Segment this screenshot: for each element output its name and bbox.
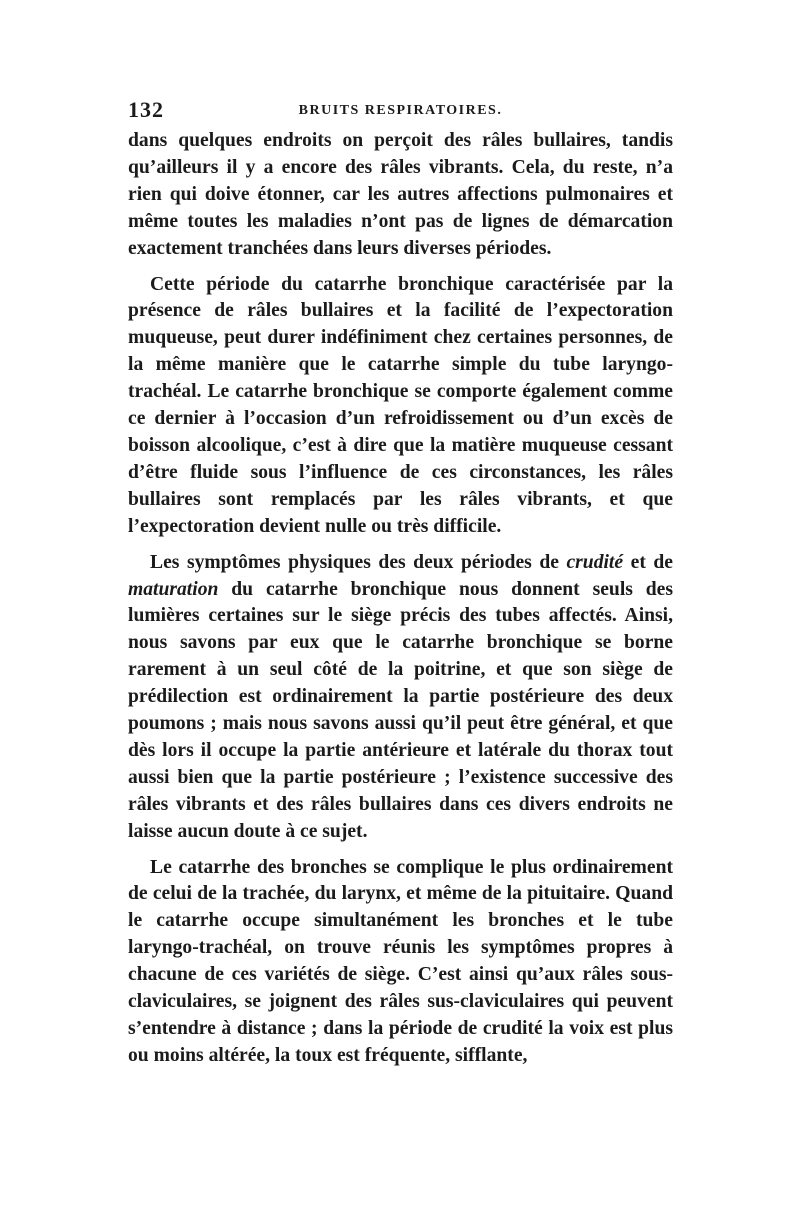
paragraph-2 xyxy=(128,272,673,541)
italic-term-crudite: crudité xyxy=(566,551,624,573)
running-head: BRUITS RESPIRATOIRES. xyxy=(298,103,503,118)
paragraph-3 xyxy=(128,550,673,846)
text-segment: Le catarrhe des bronches se complique le plus ordinairement de celui de la trachée, du larynx, et même de la pituitaire. Quand le catarrhe occupe simultanément les bronches et le tube laryngo-trachéal, on trouve réunis les symptômes propres à chacune de ces variétés de siège. C’est ainsi qu’aux râles sous-claviculaires, se joignent des râles sus-claviculaires qui peuvent s’entendre à distance ; dans la période de crudité la voix est plus ou moins altérée, la toux est fréquente, sifflante, xyxy=(128,856,673,1066)
text-segment: Les symptômes physiques des deux périodes de xyxy=(150,551,567,573)
body-text xyxy=(128,128,673,1070)
paragraph-4 xyxy=(128,855,673,1070)
paragraph-1 xyxy=(128,128,673,263)
text-segment: et de xyxy=(623,551,673,573)
page-header xyxy=(128,97,673,123)
italic-term-maturation: maturation xyxy=(128,578,219,600)
text-segment: Cette période du catarrhe bronchique caractérisée par la présence de râles bullaires et la facilité de l’expectoration muqueuse, peut durer indéfiniment chez certaines personnes, de la même manière que le catarrhe simple du tube laryngo-trachéal. Le catarrhe bronchique se comporte également comme ce dernier à l’occasion d’un refroidissement ou d’un excès de boisson alcoolique, c’est à dire que la matière muqueuse cessant d’être fluide sous l’influence de ces circonstances, les râles bullaires sont remplacés par les râles vibrants, et que l’expectoration devient nulle ou très difficile. xyxy=(128,273,673,537)
page-number: 132 xyxy=(128,97,164,122)
text-segment: du catarrhe bronchique nous donnent seuls des lumières certaines sur le siège précis des tubes affectés. Ainsi, nous savons par eux que le catarrhe bronchique se borne rarement à un seul côté de la poitrine, et que son siège de prédilection est ordinairement la partie postérieure des deux poumons ; mais nous savons aussi qu’il peut être général, et que dès lors il occupe la partie antérieure et latérale du thorax tout aussi bien que la partie postérieure ; l’existence successive des râles vibrants et des râles bullaires dans ces divers endroits ne laisse aucun doute à ce sujet. xyxy=(128,578,673,842)
text-segment: dans quelques endroits on perçoit des râles bullaires, tandis qu’ailleurs il y a encore des râles vibrants. Cela, du reste, n’a rien qui doive étonner, car les autres affections pulmonaires et même toutes les maladies n’ont pas de lignes de démarcation exactement tranchées dans leurs diverses périodes. xyxy=(128,130,673,259)
